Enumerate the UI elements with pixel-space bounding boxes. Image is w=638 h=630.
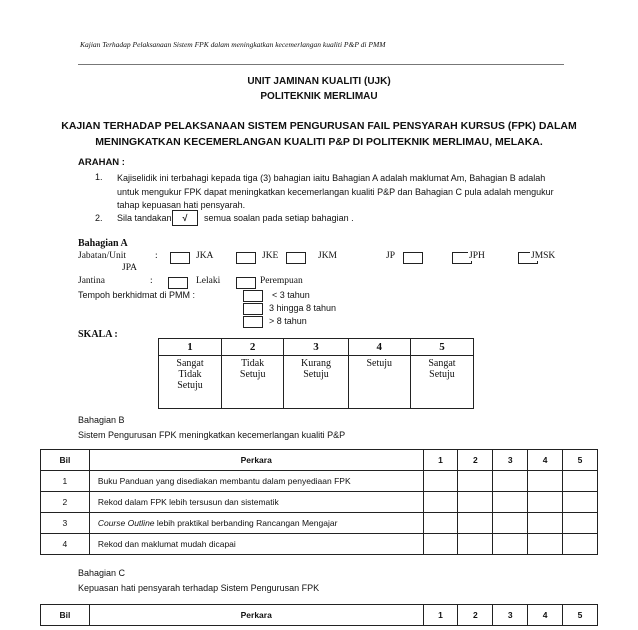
unit-title: UNIT JAMINAN KUALITI (UJK) bbox=[247, 76, 391, 87]
row-perkara-rest: lebih praktikal berbanding Rancangan Mengajar bbox=[156, 518, 338, 528]
jabatan-checkbox-jka[interactable] bbox=[170, 252, 190, 264]
col-header-1: 1 bbox=[423, 605, 458, 626]
table-row bbox=[41, 492, 598, 513]
rating-cell[interactable] bbox=[493, 471, 528, 492]
tempoh-checkbox-3to8[interactable] bbox=[243, 303, 263, 315]
rating-cell[interactable] bbox=[458, 471, 493, 492]
jabatan-option-jph: JPH bbox=[469, 251, 485, 261]
bahagian-b-subheading: Sistem Pengurusan FPK meningkatkan kecemerlangan kualiti P&P bbox=[78, 430, 346, 440]
rating-cell[interactable] bbox=[458, 534, 493, 555]
rating-cell[interactable] bbox=[458, 513, 493, 534]
tempoh-checkbox-lt3[interactable] bbox=[243, 290, 263, 302]
row-perkara-italic: Course Outline bbox=[97, 518, 155, 528]
skala-label: Kurang Setuju bbox=[284, 356, 348, 409]
jantina-checkbox-lelaki[interactable] bbox=[168, 277, 188, 289]
skala-label: Tidak Setuju bbox=[222, 356, 284, 409]
tempoh-label: Tempoh berkhidmat di PMM : bbox=[78, 290, 196, 300]
skala-label: Setuju bbox=[348, 356, 410, 409]
row-bil: 3 bbox=[41, 513, 90, 534]
rating-cell[interactable] bbox=[563, 513, 598, 534]
tempoh-option-lt3: < 3 tahun bbox=[272, 290, 310, 300]
skala-number: 5 bbox=[410, 339, 473, 356]
rating-cell[interactable] bbox=[563, 471, 598, 492]
rating-cell[interactable] bbox=[528, 471, 563, 492]
jantina-label: Jantina bbox=[78, 276, 105, 286]
bahagian-b-heading: Bahagian B bbox=[78, 415, 125, 425]
jabatan-checkbox-jp[interactable] bbox=[403, 252, 423, 264]
table-header-row bbox=[41, 450, 598, 471]
running-header: Kajian Terhadap Pelaksanaan Sistem FPK dalam meningkatkan kecemerlangan kualiti P&P di PMM bbox=[80, 40, 386, 49]
header-divider bbox=[78, 64, 564, 65]
col-header-3: 3 bbox=[493, 605, 528, 626]
table-row bbox=[41, 471, 598, 492]
jabatan-colon: : bbox=[155, 251, 158, 261]
rating-cell[interactable] bbox=[493, 492, 528, 513]
row-bil: 2 bbox=[41, 492, 90, 513]
skala-heading: SKALA : bbox=[78, 329, 118, 340]
tempoh-checkbox-gt8[interactable] bbox=[243, 316, 263, 328]
jantina-option-lelaki: Lelaki bbox=[196, 276, 221, 286]
rating-cell[interactable] bbox=[423, 492, 458, 513]
skala-number: 2 bbox=[222, 339, 284, 356]
table-header-row bbox=[41, 605, 598, 626]
bahagian-c-table bbox=[40, 604, 598, 626]
bahagian-b-table bbox=[40, 449, 598, 555]
arahan-item1-number: 1. bbox=[95, 172, 103, 182]
jabatan-label: Jabatan/Unit bbox=[78, 251, 127, 261]
arahan-item2-after: semua soalan pada setiap bahagian . bbox=[204, 213, 354, 223]
rating-cell[interactable] bbox=[528, 513, 563, 534]
col-header-bil: Bil bbox=[41, 450, 90, 471]
arahan-item1-text: Kajiselidik ini terbahagi kepada tiga (3) bahagian iaitu Bahagian A adalah maklumat Am, Bahagian B adalah untuk mengukur FPK dapat meningkatkan kecemerlangan kualiti P&P dan Bahagian C pula adalah mengukur tahap kepuasan hati pensyarah. bbox=[117, 173, 554, 210]
rating-cell[interactable] bbox=[563, 492, 598, 513]
bahagian-c-subheading: Kepuasan hati pensyarah terhadap Sistem Pengurusan FPK bbox=[78, 583, 320, 593]
row-perkara: Buku Panduan yang disediakan membantu dalam penyediaan FPK bbox=[89, 471, 423, 492]
arahan-item2-number: 2. bbox=[95, 213, 103, 223]
arahan-heading: ARAHAN : bbox=[78, 157, 125, 168]
jantina-option-perempuan: Perempuan bbox=[260, 276, 303, 286]
rating-cell[interactable] bbox=[528, 492, 563, 513]
col-header-2: 2 bbox=[458, 450, 493, 471]
rating-cell[interactable] bbox=[528, 534, 563, 555]
jabatan-checkbox-jke[interactable] bbox=[236, 252, 256, 264]
jabatan-checkbox-jkm[interactable] bbox=[286, 252, 306, 264]
row-perkara: Rekod dan maklumat mudah dicapai bbox=[89, 534, 423, 555]
jabatan-option-jpa: JPA bbox=[122, 263, 137, 273]
skala-label: Sangat Setuju bbox=[410, 356, 473, 409]
skala-number: 1 bbox=[159, 339, 222, 356]
col-header-5: 5 bbox=[563, 450, 598, 471]
bahagian-c-heading: Bahagian C bbox=[78, 568, 126, 578]
col-header-1: 1 bbox=[423, 450, 458, 471]
col-header-4: 4 bbox=[528, 605, 563, 626]
table-row bbox=[41, 513, 598, 534]
jabatan-option-jmsk: JMSK bbox=[531, 251, 556, 261]
col-header-3: 3 bbox=[493, 450, 528, 471]
skala-number-row bbox=[159, 339, 474, 356]
rating-cell[interactable] bbox=[493, 534, 528, 555]
row-perkara bbox=[89, 513, 423, 534]
row-bil: 4 bbox=[41, 534, 90, 555]
arahan-item2-before: Sila tandakan bbox=[117, 213, 172, 223]
rating-cell[interactable] bbox=[563, 534, 598, 555]
skala-label: Sangat Tidak Setuju bbox=[159, 356, 222, 409]
col-header-4: 4 bbox=[528, 450, 563, 471]
rating-cell[interactable] bbox=[458, 492, 493, 513]
jabatan-option-jke: JKE bbox=[262, 251, 279, 261]
col-header-perkara: Perkara bbox=[89, 605, 423, 626]
tempoh-option-gt8: > 8 tahun bbox=[269, 316, 307, 326]
row-bil: 1 bbox=[41, 471, 90, 492]
jabatan-option-jp: JP bbox=[386, 251, 395, 261]
skala-table bbox=[158, 338, 474, 409]
jabatan-option-jka: JKA bbox=[196, 251, 214, 261]
row-perkara: Rekod dalam FPK lebih tersusun dan sistematik bbox=[89, 492, 423, 513]
jantina-checkbox-perempuan[interactable] bbox=[236, 277, 256, 289]
table-row bbox=[41, 534, 598, 555]
rating-cell[interactable] bbox=[423, 534, 458, 555]
col-header-bil: Bil bbox=[41, 605, 90, 626]
rating-cell[interactable] bbox=[423, 471, 458, 492]
jabatan-option-jkm: JKM bbox=[318, 251, 338, 261]
tempoh-option-3to8: 3 hingga 8 tahun bbox=[269, 303, 337, 313]
checkmark-sample-icon: √ bbox=[172, 210, 198, 226]
col-header-perkara: Perkara bbox=[89, 450, 423, 471]
skala-label-row bbox=[159, 356, 474, 409]
jantina-colon: : bbox=[150, 276, 153, 286]
rating-cell[interactable] bbox=[423, 513, 458, 534]
col-header-2: 2 bbox=[458, 605, 493, 626]
institution-title: POLITEKNIK MERLIMAU bbox=[260, 91, 378, 102]
bahagian-a-heading: Bahagian A bbox=[78, 238, 128, 249]
skala-number: 4 bbox=[348, 339, 410, 356]
col-header-5: 5 bbox=[563, 605, 598, 626]
skala-number: 3 bbox=[284, 339, 348, 356]
rating-cell[interactable] bbox=[493, 513, 528, 534]
study-title: KAJIAN TERHADAP PELAKSANAAN SISTEM PENGURUSAN FAIL PENSYARAH KURSUS (FPK) DALAM MENINGKATKAN KECEMERLANGAN KUALITI P&P DI POLITEKNIK MERLIMAU, MELAKA. bbox=[61, 120, 577, 148]
